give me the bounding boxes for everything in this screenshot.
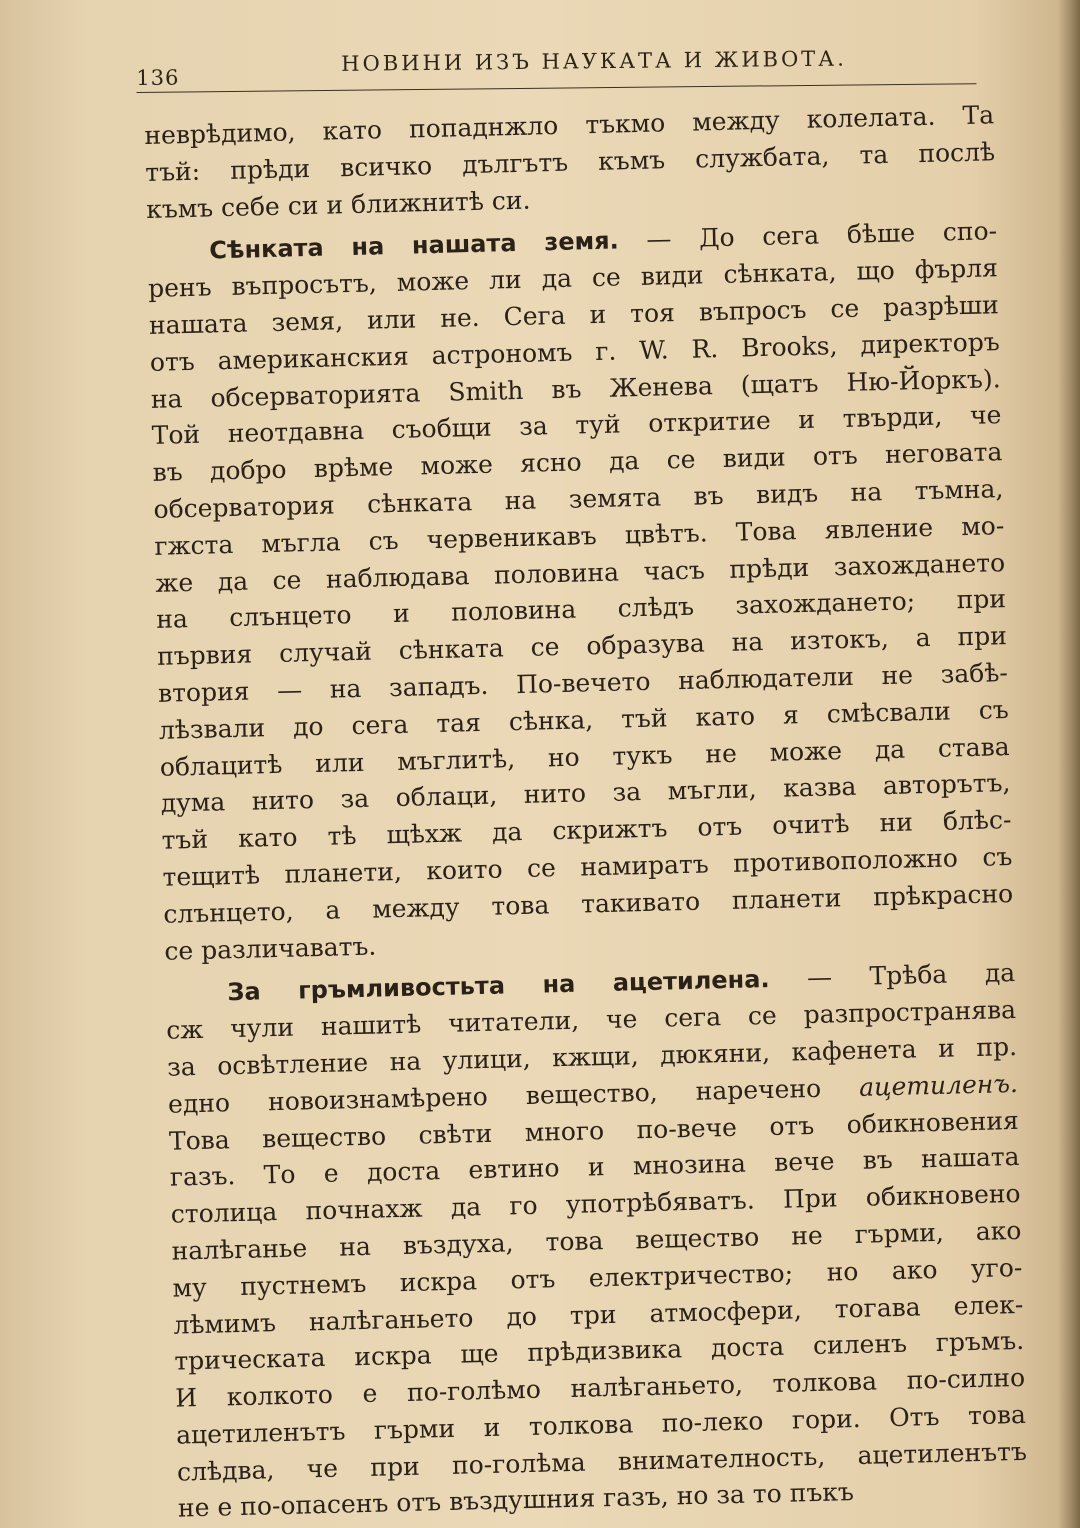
page-edge-shadow <box>1058 0 1080 1528</box>
text-line: въ добро врѣме може ясно да се види отъ неговата <box>152 437 1003 488</box>
text-line: лѣзвали до сега тая сѣнка, тъй като я смѣсвали съ <box>158 694 1010 745</box>
text-line: столица почнахж да го употрѣбяватъ. При обикновено <box>170 1179 1021 1229</box>
paragraph-intro <box>144 97 996 228</box>
text-line: налѣганье на въздуха, това вещество не гърми, ако <box>171 1215 1022 1266</box>
text-line: му пустнемъ искра отъ електричество; но ако уго- <box>172 1252 1023 1303</box>
text-line: же да се наблюдава половина часъ прѣди захождането <box>155 547 1006 598</box>
text-line: се различаватъ. <box>163 931 377 966</box>
text-line: къмъ себе си и ближнитѣ си. <box>145 185 531 224</box>
text-line: неврѣдимо, като попаднжло тъкмо между колелата. Та <box>144 100 995 150</box>
text-line: на обсерваторията Smith въ Женева (щатъ Ню-Йоркъ). <box>150 363 1001 414</box>
page-header <box>136 35 976 90</box>
text-line: не е по-опасенъ отъ въздушния газъ, но за то пъкъ <box>177 1477 855 1524</box>
text-line: обсерватория сѣнката на земята въ видъ на тъмна, <box>153 474 1004 524</box>
body-text <box>144 97 1028 1528</box>
header-rule <box>137 83 977 93</box>
text-line: лѣмимъ налѣганьето до три атмосфери, тогава елек- <box>173 1289 1024 1340</box>
text-line: втория — на западъ. По-вечето наблюдатели не забѣ- <box>157 658 1009 708</box>
running-title: НОВИНИ ИЗЪ НАУКАТА И ЖИВОТА. <box>341 46 847 76</box>
text-line: нашата земя, или не. Сега и тоя въпросъ се разрѣши <box>148 290 1000 340</box>
text-line: едно новоизнамѣрено вещество, наречено ацетиленъ. <box>167 1068 1019 1119</box>
paragraph-acetylene <box>165 955 1028 1528</box>
text-line: на слънцето и половина слѣдъ захождането; при <box>155 584 1007 635</box>
text-line: тъй: прѣди всичко дългътъ къмъ службата, та послѣ <box>144 137 996 187</box>
text-line: Това вещество свѣти много по-вече отъ обикновения <box>168 1105 1020 1156</box>
text-line: трическата искра ще прѣдизвика доста силенъ гръмъ. <box>174 1326 1025 1376</box>
text-line: първия случай сѣнката се образува на изтокъ, а при <box>156 621 1008 671</box>
text-line: гжста мъгла съ червеникавъ цвѣтъ. Това явление мо- <box>154 510 1005 561</box>
text-line: Сѣнката на нашата земя. — До сега бѣше спо- <box>208 216 998 265</box>
paragraph-shadow <box>147 214 1015 970</box>
text-line: ренъ въпросътъ, може ли да се види сѣнката, що фърля <box>147 253 999 304</box>
text-line: сж чули нашитѣ читатели, че сега се разпространява <box>165 995 1017 1045</box>
text-line: ацетиленътъ гърми и толкова по-леко гори. Отъ това <box>175 1399 1027 1450</box>
text-line: тъй като тѣ щѣхж да скрижтъ отъ очитѣ ни блѣс- <box>161 805 1012 855</box>
text-line: И колкото е по-голѣмо налѣганьето, толкова по-силно <box>174 1362 1026 1413</box>
text-line: дума нито за облаци, нито за мъгли, казва авторътъ, <box>160 768 1011 819</box>
text-line: Той неотдавна съобщи за туй откритие и твърди, че <box>151 400 1002 451</box>
text-line: слѣдва, че при по-голѣма внимателность, ацетиленътъ <box>176 1436 1028 1487</box>
text-line: газъ. То е доста евтино и мнозина вече въ нашата <box>169 1142 1020 1192</box>
text-line: облацитѣ или мъглитѣ, но тукъ не може да става <box>159 731 1010 782</box>
text-line: за освѣтление на улици, кжщи, дюкяни, кафенета и пр. <box>166 1031 1018 1082</box>
text-line: тещитѣ планети, които се намиратъ противоположно съ <box>162 841 1013 892</box>
text-line: За гръмливостьта на ацетилена. — Трѣба да <box>227 958 1016 1007</box>
page-number: 136 <box>136 65 180 90</box>
text-line: отъ американския астрономъ г. W. R. Brooks, директоръ <box>149 326 1001 377</box>
text-line: слънцето, а между това такивато планети прѣкрасно <box>163 878 1014 929</box>
